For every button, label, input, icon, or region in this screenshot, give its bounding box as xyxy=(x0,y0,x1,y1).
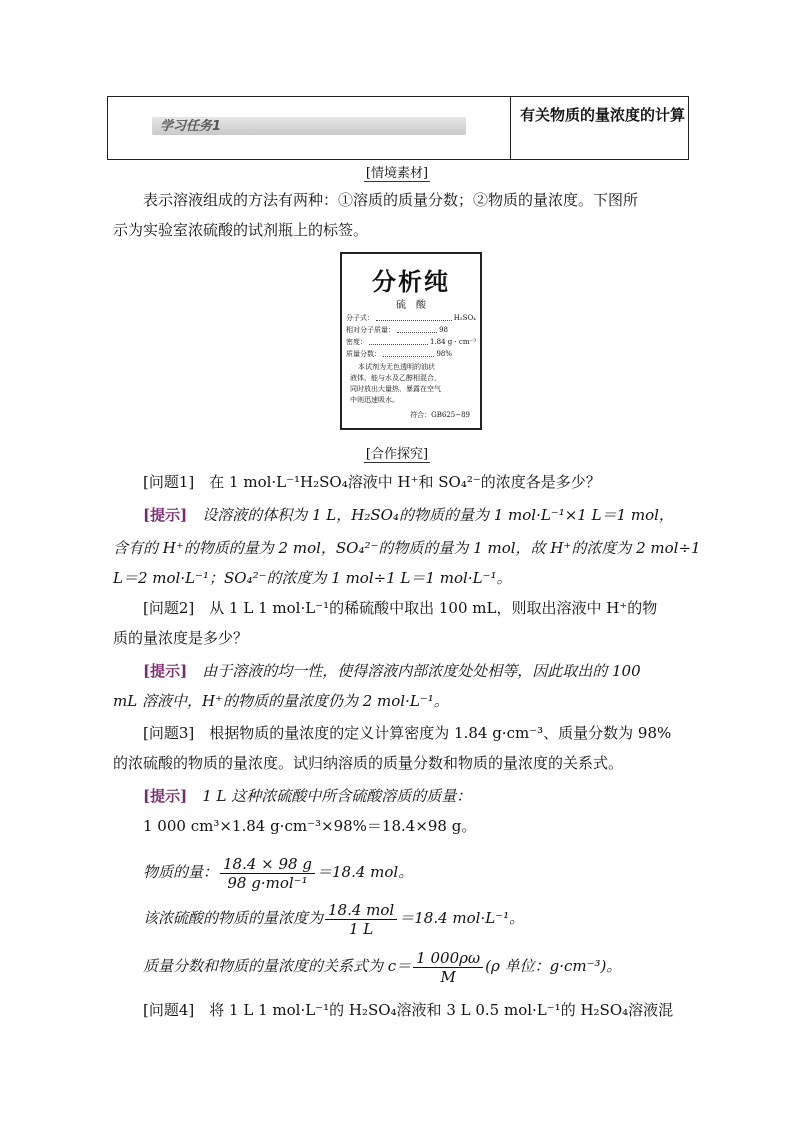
q1-line xyxy=(143,472,601,492)
q2-answer-1 xyxy=(143,661,641,681)
label-mass: 相对分子质量： xyxy=(346,326,395,334)
label-desc-1: 本试剂为无色透明的油状 xyxy=(358,363,435,371)
q1-answer-1 xyxy=(143,505,674,525)
q4-line xyxy=(143,1000,673,1020)
q2-text-1: 从 1 L 1 mol·L⁻¹的稀硫酸中取出 100 mL，则取出溶液中 H⁺的物 xyxy=(209,599,658,617)
q2-prefix: [问题2] xyxy=(143,599,195,617)
amount-den: 98 g·mol⁻¹ xyxy=(227,873,308,892)
q3-conc xyxy=(143,898,524,938)
label-fraction-value: 98% xyxy=(436,350,452,358)
q1-prefix: [问题1] xyxy=(143,473,195,491)
label-mass-value: 98 xyxy=(439,326,448,334)
q3-answer-text-1: 1 L 这种浓硫酸中所含硫酸溶质的质量： xyxy=(202,787,472,805)
rel-num: 1 000ρω xyxy=(413,949,483,968)
label-brand: 分析纯 xyxy=(372,268,450,296)
conc-fraction xyxy=(325,901,397,938)
q2-answer-text-1: 由于溶液的均一性，使得溶液内部浓度处处相等，因此取出的 100 xyxy=(202,662,641,680)
q2-line-2: 质的量浓度是多少？ xyxy=(113,629,249,647)
q4-text: 将 1 L 1 mol·L⁻¹的 H₂SO₄溶液和 3 L 0.5 mol·L⁻¹的 H₂SO₄溶液混 xyxy=(209,1001,674,1019)
conc-label: 该浓硫酸的物质的量浓度为 xyxy=(143,909,324,927)
amount-label: 物质的量： xyxy=(143,863,219,881)
task-header xyxy=(107,96,689,160)
q1-answer-2: 含有的 H⁺的物质的量为 2 mol，SO₄²⁻的物质的量为 1 mol，故 H⁺的浓度为 2 mol÷1 xyxy=(113,539,701,557)
conc-num: 18.4 mol xyxy=(325,901,397,920)
q3-hint: [提示] xyxy=(143,787,188,805)
label-desc-3: 同时放出大量热，暴露在空气 xyxy=(350,385,441,393)
conc-result: ＝18.4 mol·L⁻¹。 xyxy=(399,909,525,927)
q2-line-1 xyxy=(143,598,657,618)
q3-answer-2: 1 000 cm³×1.84 g·cm⁻³×98%＝18.4×98 g。 xyxy=(143,817,477,835)
label-description xyxy=(350,362,476,406)
q3-relation xyxy=(143,946,621,986)
q1-hint: [提示] xyxy=(143,506,188,524)
q4-prefix: [问题4] xyxy=(143,1001,195,1019)
q3-amount xyxy=(143,852,413,892)
q1-answer-3: L＝2 mol·L⁻¹；SO₄²⁻的浓度为 1 mol÷1 L＝1 mol·L⁻¹。 xyxy=(113,569,512,587)
amount-num: 18.4 × 98 g xyxy=(220,855,315,874)
amount-result: ＝18.4 mol。 xyxy=(316,863,414,881)
q3-text-1: 根据物质的量浓度的定义计算密度为 1.84 g·cm⁻³、质量分数为 98% xyxy=(209,724,672,742)
q2-hint: [提示] xyxy=(143,662,188,680)
label-fraction: 质量分数： xyxy=(346,350,381,358)
rel-fraction xyxy=(413,949,483,986)
context-tag: [情境素材] xyxy=(364,162,430,182)
reagent-label xyxy=(340,252,482,430)
header-divider xyxy=(510,97,511,159)
label-desc-4: 中则迅速吸水。 xyxy=(350,396,399,404)
label-specs xyxy=(346,312,476,360)
label-standard: 符合：GB625−89 xyxy=(410,411,470,419)
task-label: 学习任务1 xyxy=(160,119,222,134)
q3-prefix: [问题3] xyxy=(143,724,195,742)
intro-line-2: 示为实验室浓硫酸的试剂瓶上的标签。 xyxy=(113,221,369,239)
amount-fraction xyxy=(220,855,315,892)
label-density: 密度： xyxy=(346,338,367,346)
q1-answer-text-1: 设溶液的体积为 1 L，H₂SO₄的物质的量为 1 mol·L⁻¹×1 L＝1 mol， xyxy=(202,506,674,524)
label-formula-value: H₂SO₄ xyxy=(453,314,476,322)
label-desc-2: 液体，能与水及乙醇相混合， xyxy=(350,374,441,382)
rel-label: 质量分数和物质的量浓度的关系式为 c＝ xyxy=(143,957,412,975)
task-title: 有关物质的量浓度的计算 xyxy=(520,106,686,124)
label-formula: 分子式： xyxy=(346,314,374,322)
q3-line-1 xyxy=(143,723,671,743)
conc-den: 1 L xyxy=(348,919,374,938)
q1-text: 在 1 mol·L⁻¹H₂SO₄溶液中 H⁺和 SO₄²⁻的浓度各是多少？ xyxy=(209,473,601,491)
label-density-value: 1.84 g · cm⁻³ xyxy=(429,338,476,346)
q2-answer-2: mL 溶液中，H⁺的物质的量浓度仍为 2 mol·L⁻¹。 xyxy=(113,692,449,710)
q3-answer-1 xyxy=(143,786,471,806)
label-name: 硫 酸 xyxy=(396,300,426,311)
rel-den: M xyxy=(440,967,456,986)
q3-line-2: 的浓硫酸的物质的量浓度。试归纳溶质的质量分数和物质的量浓度的关系式。 xyxy=(113,754,624,772)
intro-line-1: 表示溶液组成的方法有两种：①溶质的质量分数；②物质的量浓度。下图所 xyxy=(143,191,639,209)
explore-tag: [合作探究] xyxy=(364,443,430,463)
rel-result: (ρ 单位：g·cm⁻³)。 xyxy=(485,957,622,975)
